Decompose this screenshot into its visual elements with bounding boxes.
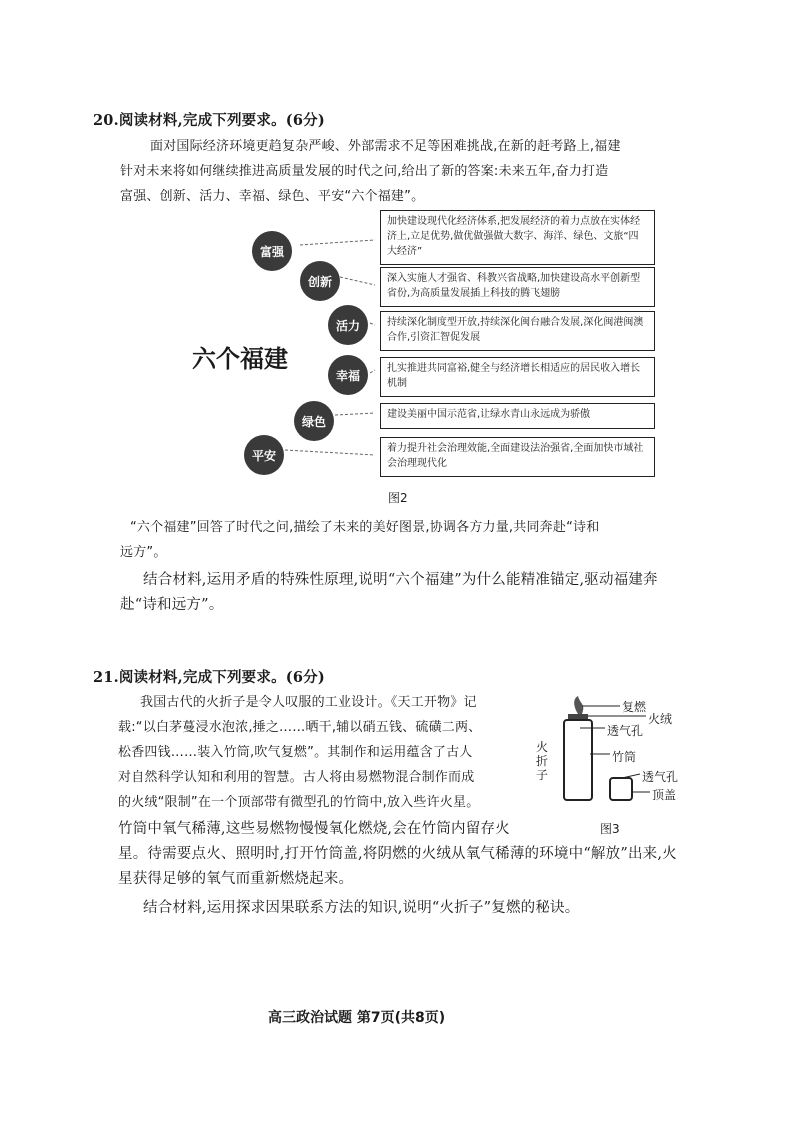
figure-2-caption: 图2	[388, 491, 408, 505]
q21-heading: 21.阅读材料,完成下列要求。(6分)	[93, 669, 325, 686]
q21-question-line: 结合材料,运用探求因果联系方法的知识,说明“火折子”复燃的秘诀。	[143, 900, 580, 916]
label-fuhran: 复燃	[622, 700, 647, 714]
label-zhutong: 竹筒	[612, 750, 637, 764]
q20-question-line: 结合材料,运用矛盾的特殊性原理,说明“六个福建”为什么能精准锚定,驱动福建奔	[143, 572, 658, 588]
node-lvse: 绿色	[294, 401, 334, 441]
label-touqikong-top: 透气孔	[607, 724, 644, 738]
q21-paragraph-line: 的火绒“限制”在一个顶部带有微型孔的竹筒中,放入些许火星。	[118, 795, 480, 810]
box-lvse: 建设美丽中国示范省,让绿水青山永远成为骄傲	[380, 403, 655, 429]
q20-question-line: 赴“诗和远方”。	[120, 597, 224, 613]
box-pingan: 着力提升社会治理效能,全面建设法治强省,全面加快市域社会治理现代化	[380, 437, 655, 477]
box-huoli: 持续深化制度型开放,持续深化闽台融合发展,深化闽港闽澳合作,引资汇智促发展	[380, 311, 655, 351]
q21-paragraph-line: 松香四钱……装入竹筒,吹气复燃”。其制作和运用蕴含了古人	[118, 745, 473, 760]
page-footer: 高三政治试题 第7页(共8页)	[268, 1010, 446, 1026]
box-fuqiang: 加快建设现代化经济体系,把发展经济的着力点放在实体经济上,立足优势,做优做强做大数字、海洋、绿色、文旅“四大经济”	[380, 210, 655, 265]
node-chuangxin: 创新	[300, 261, 340, 301]
fire-stick-diagram	[530, 688, 710, 828]
node-pingan: 平安	[244, 435, 284, 475]
q21-paragraph-line: 我国古代的火折子是令人叹服的工业设计。《天工开物》记	[140, 695, 477, 710]
figure-3-caption: 图3	[600, 822, 620, 836]
node-huoli: 活力	[328, 305, 368, 345]
q21-paragraph-line: 载:“以白茅蔓浸水泡浓,捶之……晒干,辅以硝五钱、硫磺二两、	[118, 720, 482, 735]
node-fuqiang: 富强	[252, 231, 292, 271]
q20-heading: 20.阅读材料,完成下列要求。(6分)	[93, 112, 325, 129]
q21-paragraph-line: 对自然科学认知和利用的智慧。古人将由易燃物混合制作而成	[118, 770, 475, 785]
label-dinggai: 顶盖	[652, 788, 677, 802]
q20-paragraph-line: 远方”。	[120, 545, 167, 560]
fire-stick-side-label: 火折子	[536, 740, 549, 782]
node-xingfu: 幸福	[328, 355, 368, 395]
q21-paragraph-line: 竹筒中氧气稀薄,这些易燃物慢慢氧化燃烧,会在竹筒内留存火	[118, 821, 510, 837]
q21-paragraph-line: 星。待需要点火、照明时,打开竹筒盖,将阴燃的火绒从氧气稀薄的环境中“解放”出来,火	[118, 846, 677, 862]
q21-paragraph-line: 星获得足够的氧气而重新燃烧起来。	[118, 871, 354, 887]
diagram-center-title: 六个福建	[192, 345, 288, 373]
label-touqikong-cap: 透气孔	[642, 770, 679, 784]
box-chuangxin: 深入实施人才强省、科教兴省战略,加快建设高水平创新型省份,为高质量发展插上科技的腾飞翅膀	[380, 267, 655, 307]
q20-paragraph-line: 面对国际经济环境更趋复杂严峻、外部需求不足等困难挑战,在新的赶考路上,福建	[150, 139, 621, 154]
q20-paragraph-line: “六个福建”回答了时代之问,描绘了未来的美好图景,协调各方力量,共同奔赴“诗和	[130, 520, 600, 535]
box-xingfu: 扎实推进共同富裕,健全与经济增长相适应的居民收入增长机制	[380, 357, 655, 397]
label-huorong: 火绒	[648, 712, 673, 726]
q20-paragraph-line: 富强、创新、活力、幸福、绿色、平安“六个福建”。	[120, 189, 425, 204]
q20-paragraph-line: 针对未来将如何继续推进高质量发展的时代之问,给出了新的答案:未来五年,奋力打造	[120, 164, 609, 179]
six-fujian-diagram	[180, 205, 660, 485]
